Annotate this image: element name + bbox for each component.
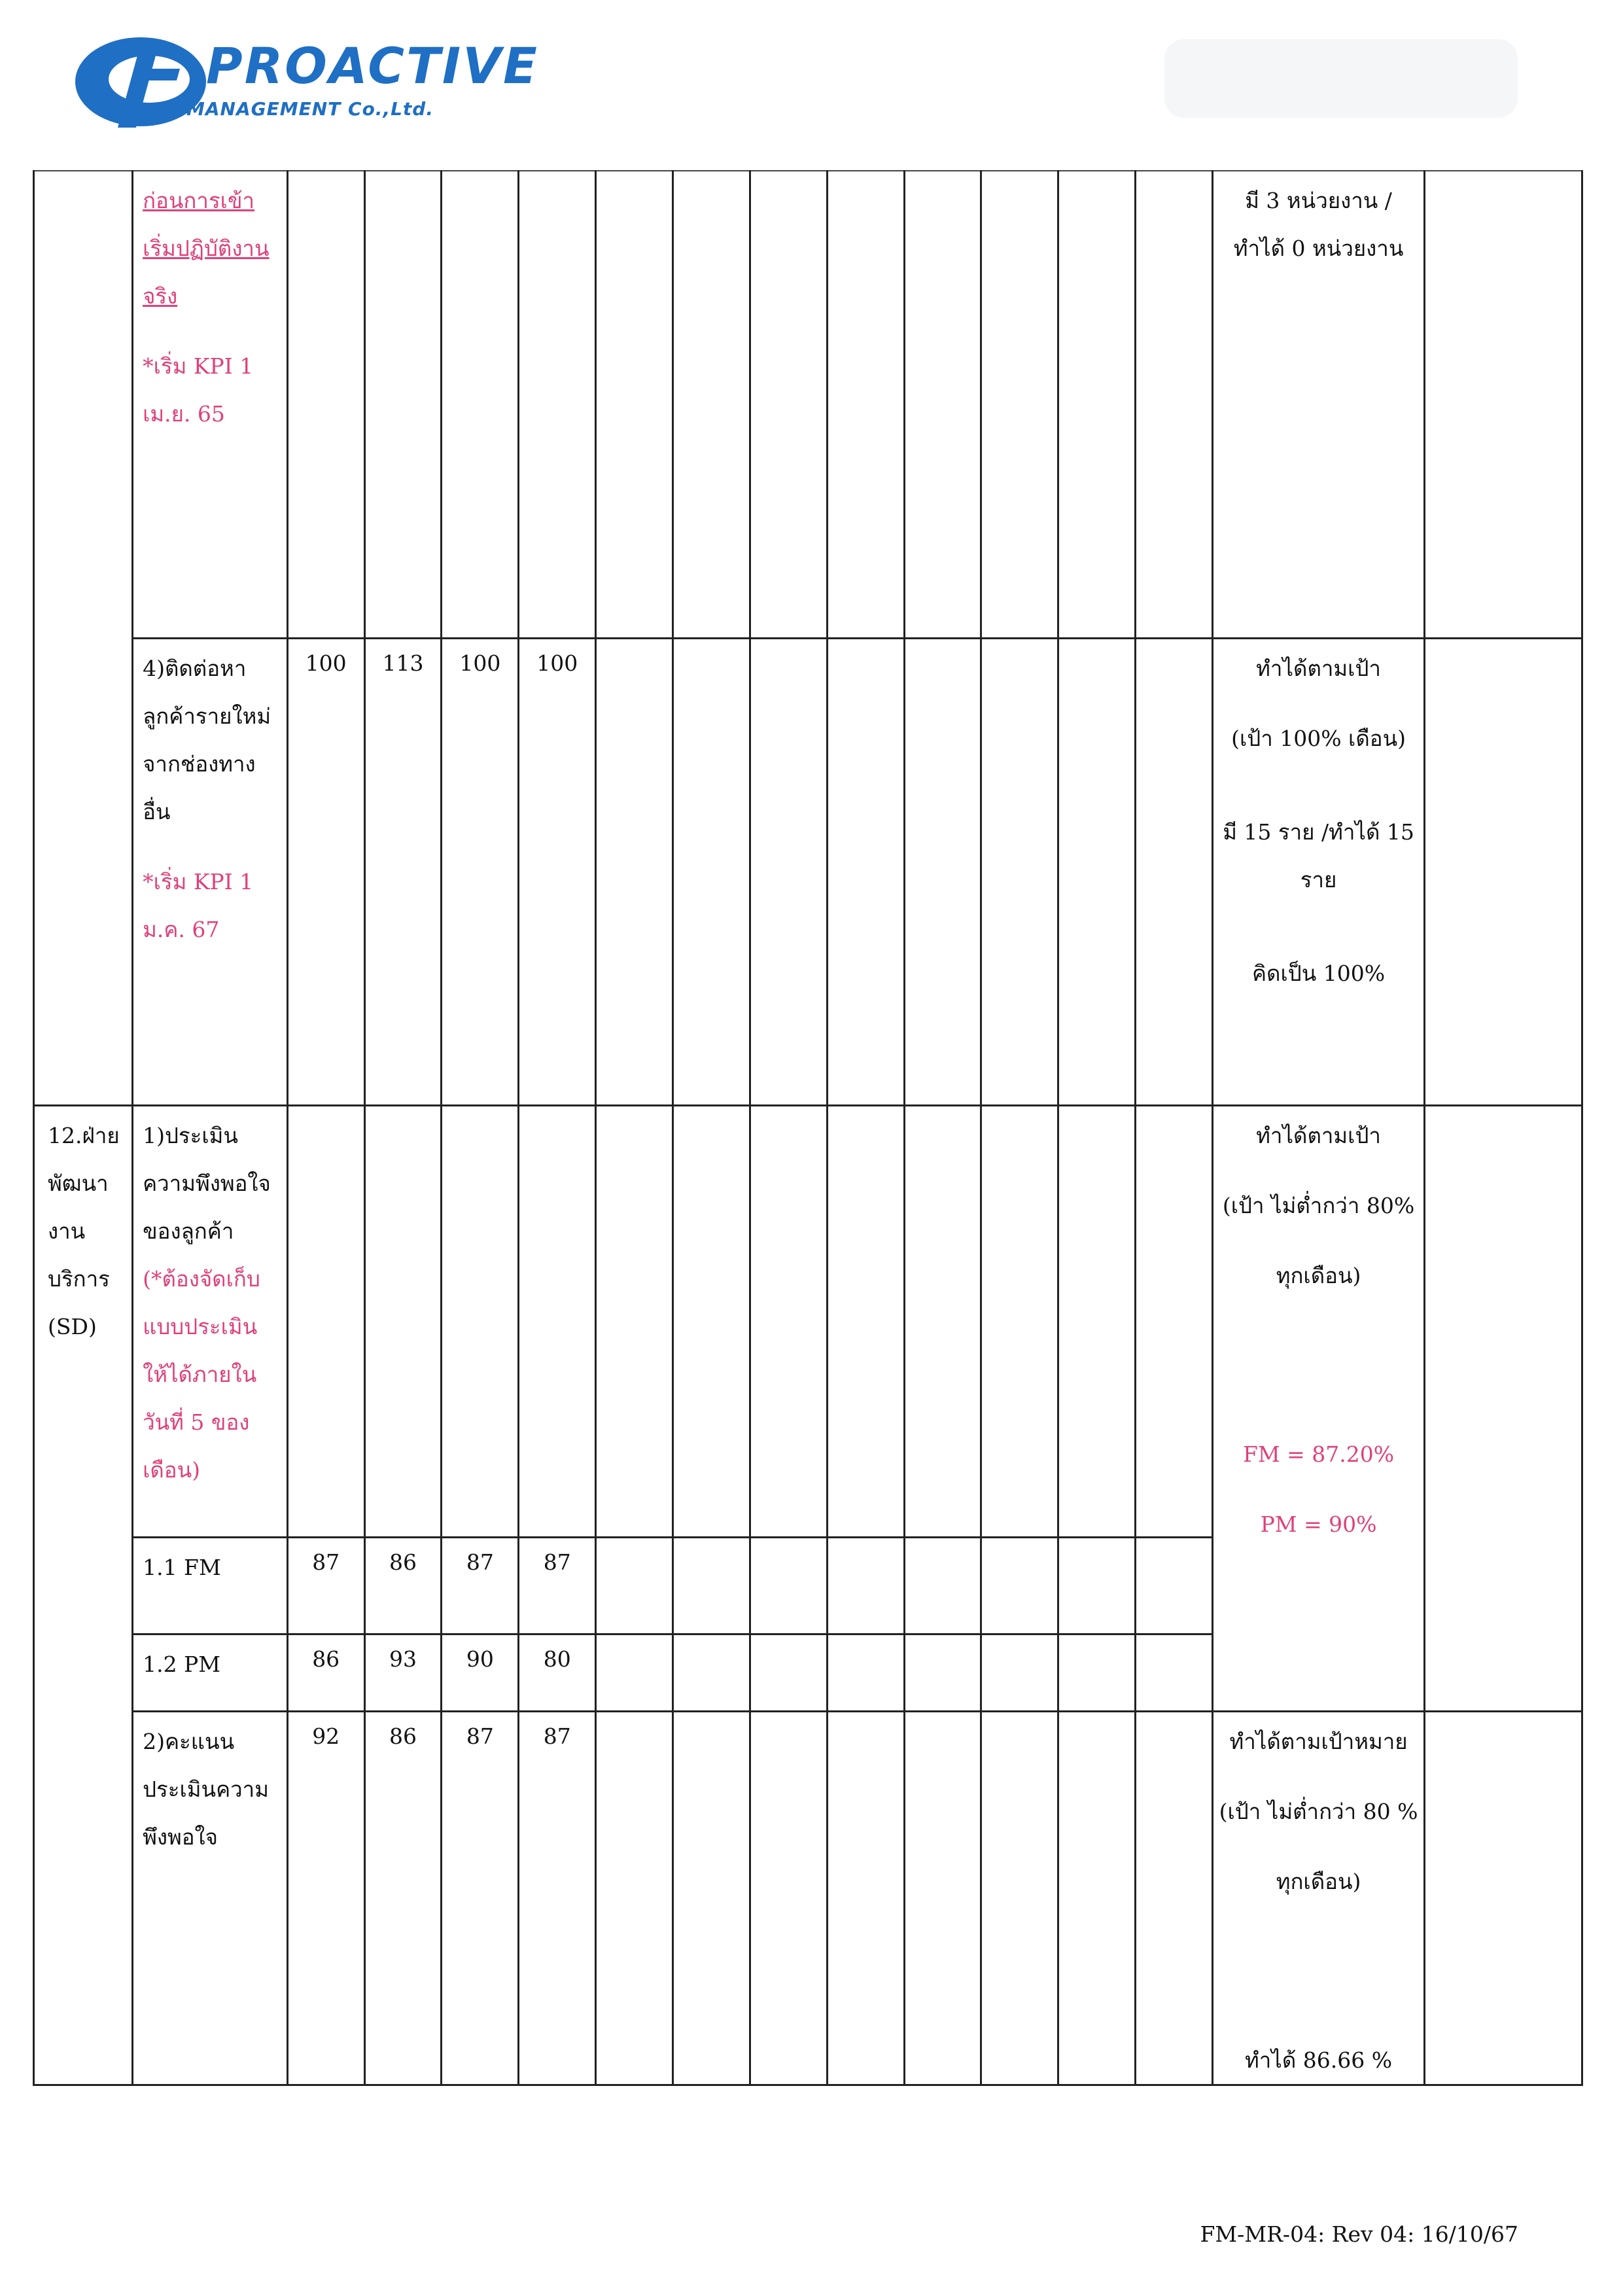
sub-kpi-label: 1.2 PM (143, 1651, 221, 1677)
remark-cell (1425, 638, 1582, 1105)
kpi-note: ม.ค. 67 (143, 916, 220, 942)
month-value: 100 (442, 638, 519, 1105)
kpi-note: เม.ย. 65 (143, 401, 225, 427)
result-cell (1212, 171, 1424, 638)
kpi-note: แบบประเมิน (143, 1313, 258, 1339)
result-text: ทำได้ 0 หน่วยงาน (1233, 236, 1404, 261)
month-value: 87 (519, 1711, 596, 2085)
company-name: PROACTIVE (206, 37, 539, 95)
kpi-text: ก่อนการเข้า (143, 188, 255, 213)
table-row (34, 171, 1582, 638)
kpi-cell (133, 638, 288, 1105)
result-text: มี 3 หน่วยงาน / (1245, 188, 1392, 213)
month-value: 90 (442, 1634, 519, 1711)
kpi-note: *เริ่ม KPI 1 (143, 353, 254, 379)
result-text: ทุกเดือน) (1276, 1868, 1361, 1894)
dept-text: (SD) (48, 1313, 97, 1339)
month-value: 86 (364, 1537, 442, 1634)
result-text: (เป้า ไม่ต่ำกว่า 80 % (1219, 1798, 1418, 1824)
kpi-cell (133, 1105, 288, 1537)
kpi-text: 1)ประเมิน (143, 1122, 238, 1148)
month-value: 86 (287, 1634, 364, 1711)
result-text: ทำได้ตามเป้า (1256, 655, 1381, 681)
month-value: 87 (519, 1537, 596, 1634)
remark-cell (1425, 1711, 1582, 2085)
month-value: 86 (364, 1711, 442, 2085)
kpi-table (33, 170, 1583, 2086)
table-row (34, 638, 1582, 1105)
kpi-text: จริง (143, 283, 178, 309)
table-row (34, 1711, 1582, 2085)
company-subtitle: MANAGEMENT Co.,Ltd. (186, 98, 434, 120)
kpi-text: พึงพอใจ (143, 1824, 218, 1850)
kpi-cell (133, 1634, 288, 1711)
kpi-note: เดือน) (143, 1457, 201, 1483)
kpi-cell (133, 171, 288, 638)
kpi-text: ของลูกค้า (143, 1218, 234, 1244)
result-text: ทำได้ตามเป้าหมาย (1229, 1728, 1408, 1754)
kpi-note: ให้ได้ภายใน (143, 1361, 257, 1387)
kpi-text: ประเมินความ (143, 1776, 269, 1802)
result-text: ทุกเดือน) (1276, 1262, 1361, 1288)
document-code: FM-MR-04: Rev 04: 16/10/67 (1200, 2221, 1518, 2247)
month-value: 87 (442, 1537, 519, 1634)
result-text: คิดเป็น 100% (1251, 960, 1386, 986)
company-logo (72, 29, 539, 134)
faded-logo (1164, 39, 1518, 118)
remark-cell (1425, 1105, 1582, 1711)
kpi-text: อื่น (143, 798, 171, 824)
dept-cell (34, 171, 133, 1105)
kpi-text: ความพึงพอใจ (143, 1170, 271, 1196)
kpi-text: 4)ติดต่อหา (143, 655, 247, 681)
result-pink: PM = 90% (1260, 1511, 1377, 1537)
kpi-text: จากช่องทาง (143, 751, 256, 777)
kpi-cell (133, 1537, 288, 1634)
kpi-note: (*ต้องจัดเก็บ (143, 1265, 260, 1292)
result-text: ทำได้ 86.66 % (1244, 2047, 1393, 2073)
kpi-note: *เริ่ม KPI 1 (143, 868, 254, 894)
result-text: (เป้า ไม่ต่ำกว่า 80% (1222, 1192, 1415, 1218)
kpi-text: เริ่มปฏิบัติงาน (143, 236, 270, 261)
result-cell (1212, 1711, 1424, 2085)
month-value: 92 (287, 1711, 364, 2085)
dept-text: พัฒนา (48, 1170, 109, 1196)
result-text: ทำได้ตามเป้า (1256, 1122, 1381, 1148)
dept-text: งาน (48, 1218, 86, 1244)
dept-text: บริการ (48, 1265, 110, 1292)
remark-cell (1425, 171, 1582, 638)
sub-kpi-label: 1.1 FM (143, 1554, 221, 1580)
kpi-text: 2)คะแนน (143, 1728, 235, 1754)
dept-cell (34, 1105, 133, 2085)
result-text: ราย (1300, 866, 1337, 892)
month-value: 87 (442, 1711, 519, 2085)
result-cell (1212, 638, 1424, 1105)
month-value: 100 (519, 638, 596, 1105)
result-text: (เป้า 100% เดือน) (1231, 725, 1406, 751)
kpi-text: ลูกค้ารายใหม่ (143, 703, 271, 729)
month-value: 113 (364, 638, 442, 1105)
kpi-cell (133, 1711, 288, 2085)
month-value: 80 (519, 1634, 596, 1711)
dept-text: 12.ฝ่าย (48, 1122, 120, 1148)
month-value: 87 (287, 1537, 364, 1634)
table-row (34, 1105, 1582, 1537)
month-value: 93 (364, 1634, 442, 1711)
kpi-note: วันที่ 5 ของ (143, 1409, 250, 1435)
result-text: มี 15 ราย /ทำได้ 15 (1223, 819, 1414, 845)
month-value: 100 (287, 638, 364, 1105)
result-cell (1212, 1105, 1424, 1711)
result-pink: FM = 87.20% (1242, 1441, 1395, 1467)
